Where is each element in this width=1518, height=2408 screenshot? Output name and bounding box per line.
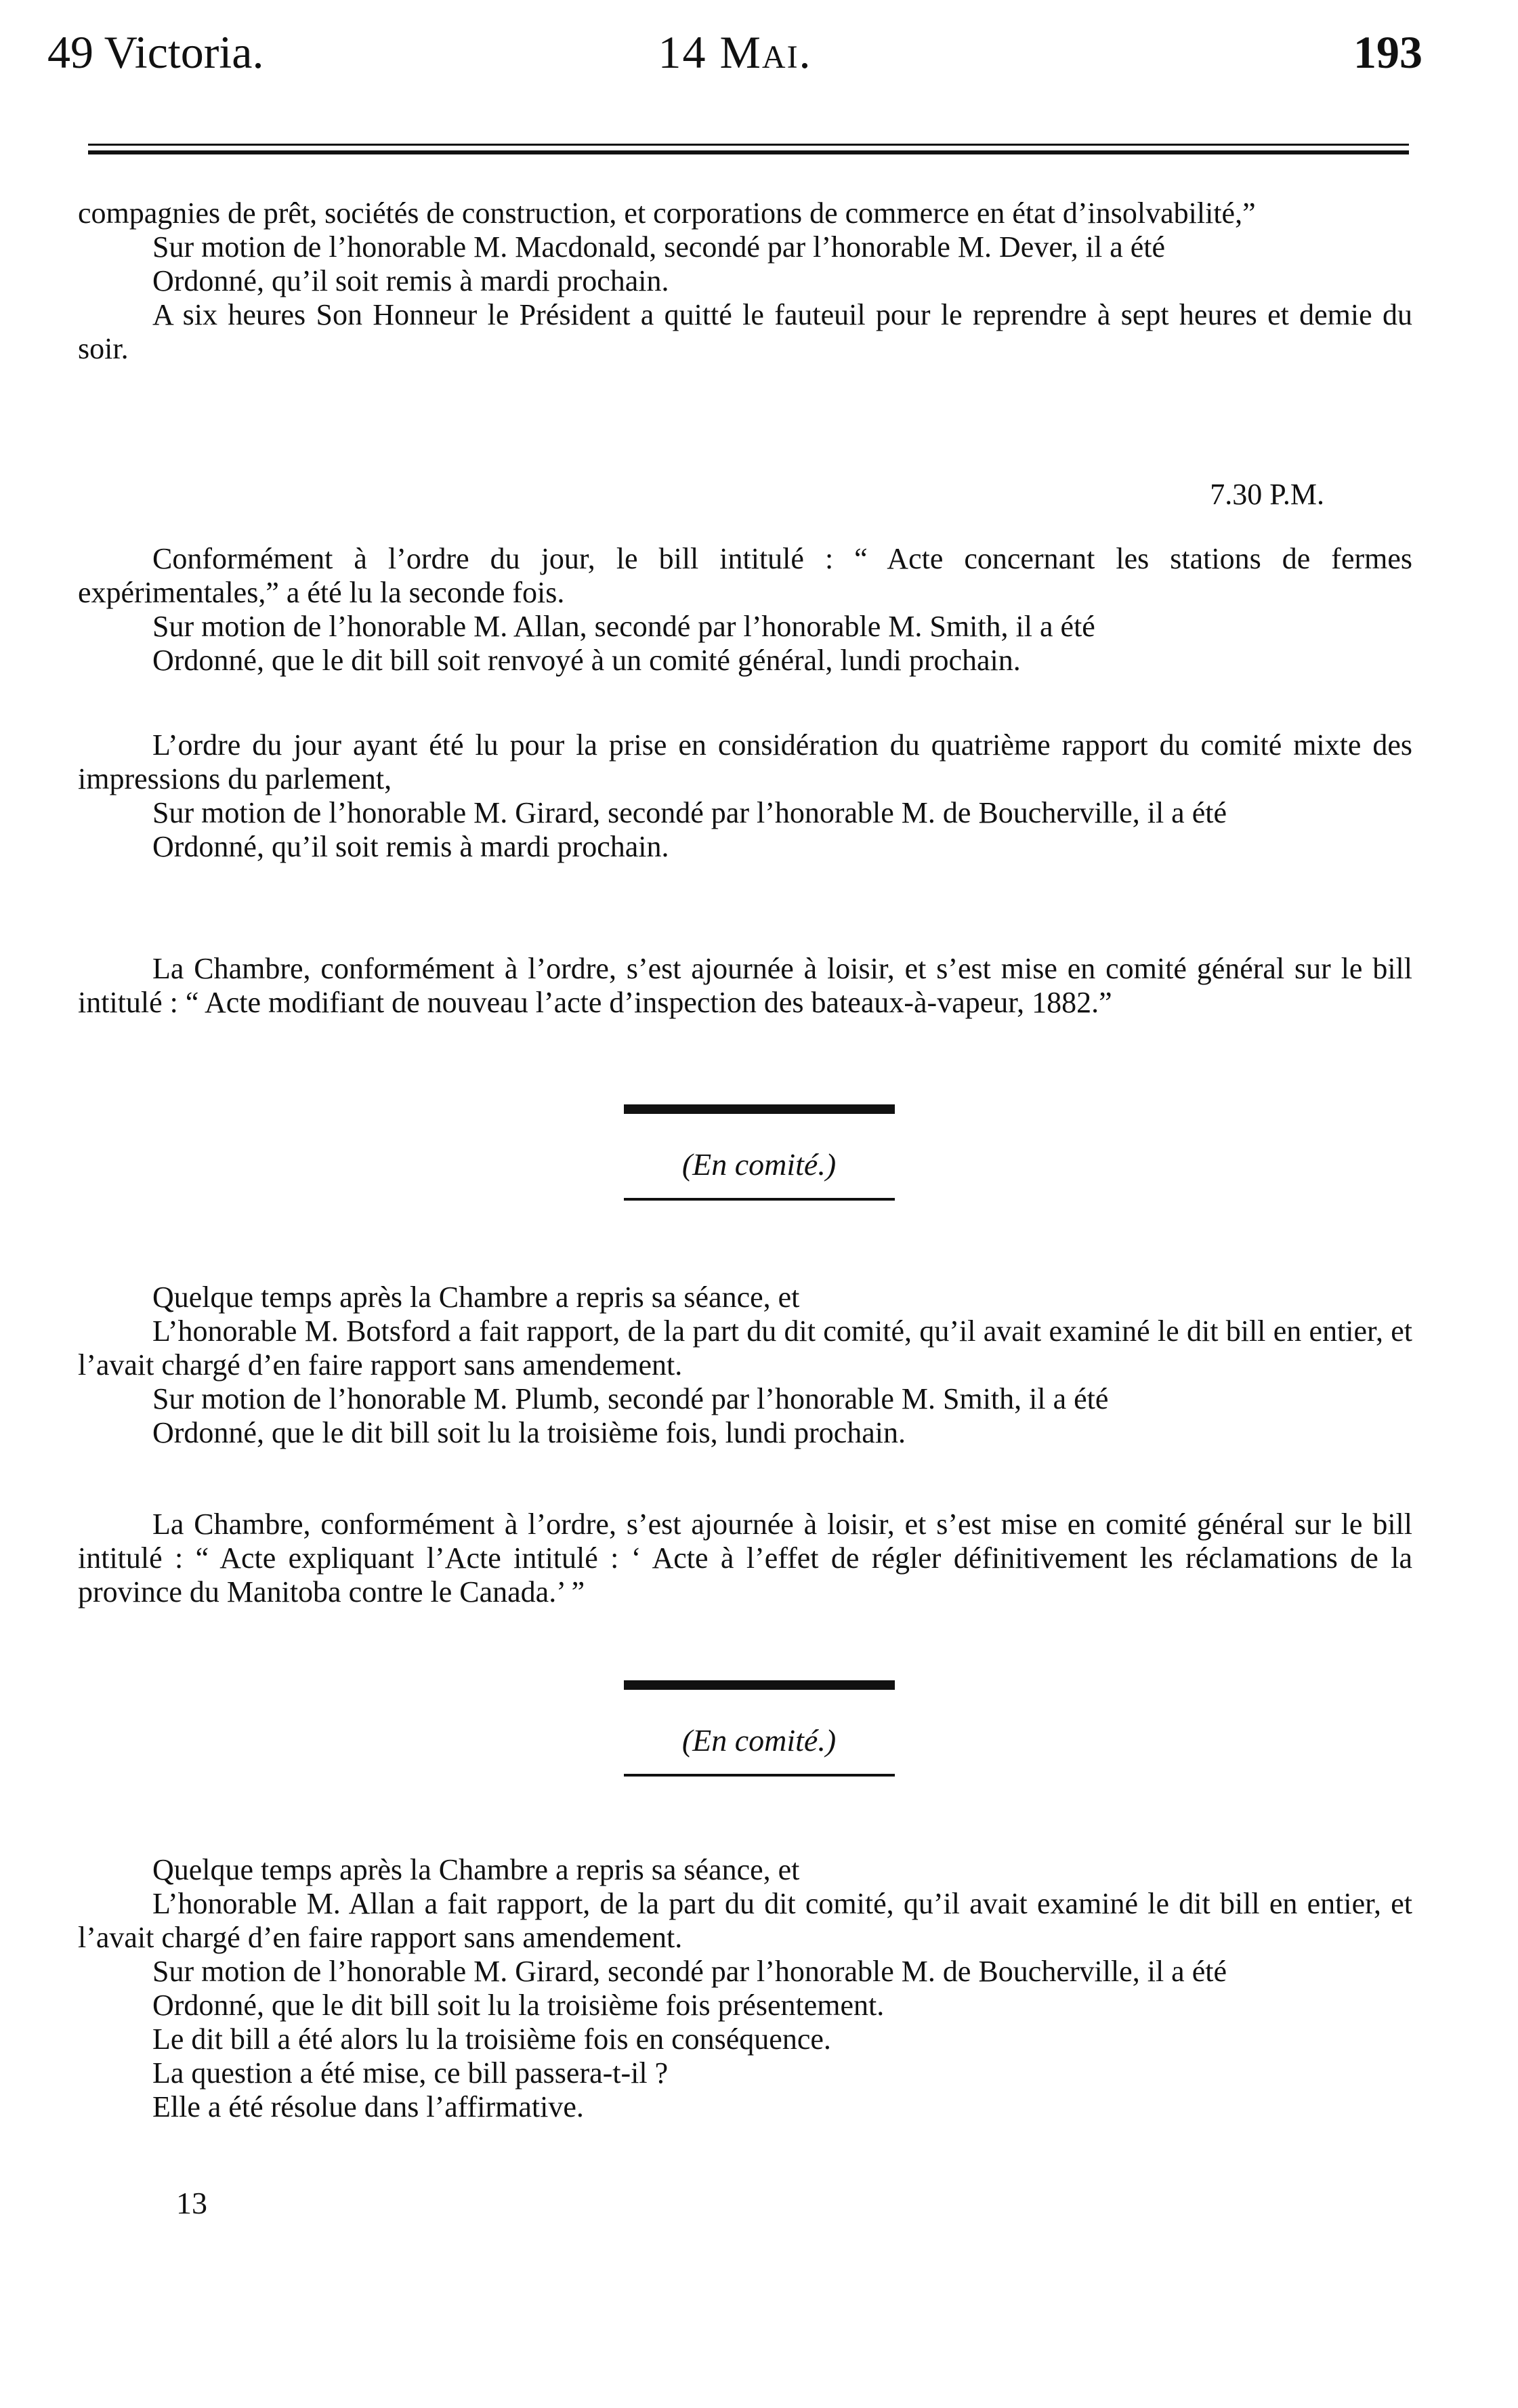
paragraph: Sur motion de l’honorable M. Girard, secondé par l’honorable M. de Boucherville, il a été (152, 1955, 1227, 1988)
section-printing-committee (78, 728, 1412, 864)
header-session: 49 Victoria. (47, 26, 264, 78)
running-head (47, 19, 1422, 100)
paragraph: La Chambre, conformément à l’ordre, s’est ajournée à loisir, et s’est mise en comité général sur le bill intitulé : “ Acte expliquant l’Acte intitulé : ‘ Acte à l’effet de régler définitivement les réclamations de la province du Manitoba contre le Canada.’ ” (78, 1508, 1412, 1608)
paragraph: Ordonné, que le dit bill soit renvoyé à un comité général, lundi prochain. (152, 644, 1021, 677)
page-number: 193 (1353, 26, 1422, 78)
paragraph: Sur motion de l’honorable M. Macdonald, secondé par l’honorable M. Dever, il a été (152, 230, 1166, 264)
section-macdonald-motion (78, 196, 1412, 366)
paragraph: La Chambre, conformément à l’ordre, s’est ajournée à loisir, et s’est mise en comité général sur le bill intitulé : “ Acte modifiant de nouveau l’acte d’inspection des bateaux-à-vapeur, 1882.” (78, 952, 1412, 1019)
signature-mark: 13 (176, 2186, 207, 2220)
paragraph: A six heures Son Honneur le Président a quitté le fauteuil pour le reprendre à sept heures et demie du soir. (78, 298, 1412, 365)
divider-rule-thick (624, 1104, 895, 1114)
time-label: 7.30 P.M. (1210, 478, 1324, 511)
header-rule-thin (88, 144, 1409, 146)
section-allan-report (78, 1853, 1412, 2124)
section-manitoba-bill (78, 1508, 1412, 1609)
section-steamboat-bill (78, 952, 1412, 1020)
paragraph: Sur motion de l’honorable M. Girard, secondé par l’honorable M. de Boucherville, il a été (152, 796, 1227, 829)
divider-rule-thin (624, 1774, 895, 1777)
paragraph: Ordonné, qu’il soit remis à mardi prochain. (152, 830, 669, 863)
paragraph: Sur motion de l’honorable M. Plumb, secondé par l’honorable M. Smith, il a été (152, 1382, 1109, 1415)
paragraph: Ordonné, que le dit bill soit lu la troisième fois présentement. (152, 1989, 885, 2022)
paragraph: L’ordre du jour ayant été lu pour la prise en considération du quatrième rapport du comité mixte des impressions du parlement, (78, 728, 1412, 795)
header-rule-thick (88, 150, 1409, 154)
paragraph: Quelque temps après la Chambre a repris sa séance, et (152, 1853, 800, 1886)
paragraph: Le dit bill a été alors lu la troisième fois en conséquence. (152, 2022, 831, 2056)
header-date: 14 Mai. (658, 26, 812, 78)
paragraph: Ordonné, qu’il soit remis à mardi prochain. (152, 264, 669, 297)
paragraph: Ordonné, que le dit bill soit lu la troisième fois, lundi prochain. (152, 1416, 906, 1449)
section-botsford-report (78, 1281, 1412, 1450)
paragraph: compagnies de prêt, sociétés de construction, et corporations de commerce en état d’insolvabilité,” (78, 196, 1256, 230)
divider-rule-thick (624, 1680, 895, 1690)
divider-rule-thin (624, 1198, 895, 1201)
time-marker (78, 478, 1412, 512)
committee-divider (0, 1680, 1518, 1780)
paragraph: L’honorable M. Allan a fait rapport, de la part du dit comité, qu’il avait examiné le dit bill en entier, et l’avait chargé d’en faire rapport sans amendement. (78, 1887, 1412, 1954)
committee-heading: (En comité.) (681, 1723, 837, 1758)
paragraph: L’honorable M. Botsford a fait rapport, de la part du dit comité, qu’il avait examiné le dit bill en entier, et l’avait chargé d’en faire rapport sans amendement. (78, 1314, 1412, 1382)
paragraph: La question a été mise, ce bill passera-t-il ? (152, 2056, 669, 2090)
section-experimental-farms (78, 542, 1412, 678)
paragraph: Quelque temps après la Chambre a repris sa séance, et (152, 1281, 800, 1314)
paragraph: Conformément à l’ordre du jour, le bill intitulé : “ Acte concernant les stations de fermes expérimentales,” a été lu la seconde fois. (78, 542, 1412, 609)
committee-heading: (En comité.) (681, 1147, 837, 1182)
paragraph: Elle a été résolue dans l’affirmative. (152, 2090, 584, 2123)
committee-divider (0, 1104, 1518, 1204)
paragraph: Sur motion de l’honorable M. Allan, secondé par l’honorable M. Smith, il a été (152, 610, 1095, 643)
